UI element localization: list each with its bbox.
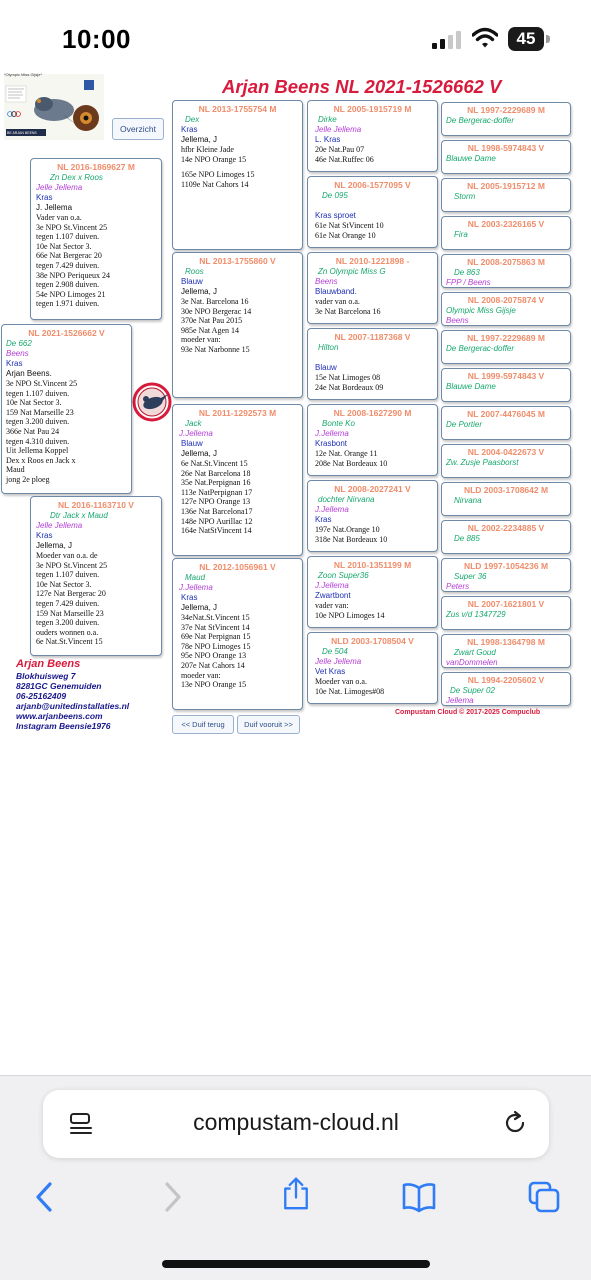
result-line: moeder van: [181, 335, 221, 345]
pedigree-card-gen5-14[interactable] [441, 596, 571, 630]
pedigree-card-gen5-8[interactable] [441, 368, 571, 402]
result-line: 10e Nat Sector 3. [36, 241, 92, 251]
result-line: 46e Nat.Ruffec 06 [315, 154, 374, 164]
previous-pigeon-button[interactable]: << Duif terug [172, 715, 234, 734]
pedigree-card-grandsire-maternal[interactable] [172, 404, 303, 556]
page-title: Arjan Beens NL 2021-1526662 V [222, 76, 502, 97]
ring-number[interactable]: NL 2003-2326165 V [467, 219, 545, 229]
result-line: vader van: [315, 601, 349, 610]
result-line: moeder van: [181, 670, 221, 680]
breeder: Beens [315, 277, 338, 286]
feather-color: L. Kras [315, 135, 341, 144]
pedigree-card-gen5-5[interactable] [441, 254, 571, 288]
pedigree-card-gen5-2[interactable] [441, 140, 571, 174]
owner: Jellema, J [181, 287, 218, 296]
result-line: 127e Nat Bergerac 20 [36, 589, 106, 599]
result-line: tegen 7.429 duiven. [36, 260, 100, 270]
result-line: 66e Nat Bergerac 20 [36, 251, 102, 261]
ring-number[interactable]: NL 2007-1187368 V [334, 332, 411, 342]
result-line: 3e NPO St.Vincent 25 [36, 222, 108, 232]
result-line: 78e NPO Limoges 15 [181, 641, 251, 651]
pedigree-card-gen5-9[interactable] [441, 406, 571, 440]
pigeon-name: Maud [185, 573, 206, 582]
pigeon-name: Dex [185, 115, 200, 124]
result-line: 3e Nat. Barcelona 16 [181, 297, 249, 306]
result-line: 61e Nat Orange 10 [315, 230, 376, 240]
result-line: jong 2e ploeg [6, 474, 50, 484]
contact-street: Blokhuisweg 7 [16, 671, 76, 681]
ring-number[interactable]: NL 1997-2229689 M [467, 333, 545, 343]
result-line: 3e Nat Barcelona 16 [315, 306, 381, 316]
result-line: 197e Nat.Orange 10 [315, 525, 380, 534]
pigeon-name: Dirke [318, 115, 337, 124]
result-line: 318e Nat Bordeaux 10 [315, 534, 388, 544]
result-line: ouders wonnen o.a. [36, 627, 99, 637]
pigeon-name: De 662 [6, 339, 32, 348]
pedigree-card-granddam-maternal[interactable] [172, 558, 303, 710]
ring-number[interactable]: NL 1994-2205602 V [467, 675, 545, 685]
breeder: Beens [6, 349, 29, 358]
result-line: 95e NPO Orange 13 [181, 651, 247, 661]
pigeon-name: Zoon Super36 [318, 571, 369, 580]
pigeon-name: Super 36 [454, 572, 487, 581]
result-line: 14e NPO Orange 15 [181, 154, 247, 164]
url-text[interactable]: compustam-cloud.nl [193, 1109, 399, 1135]
pigeon-name: Zus v/d 1347729 [446, 610, 506, 619]
result-line: 13e NPO Orange 15 [181, 680, 247, 690]
pedigree-card-gen5-4[interactable] [441, 216, 571, 250]
pigeon-name: Storm [454, 192, 476, 201]
pigeon-name: Blauwe Dame [446, 382, 496, 391]
ring-number[interactable]: NL 2007-4476045 M [467, 409, 545, 419]
ring-number[interactable]: NL 2008-2027241 V [334, 484, 411, 494]
pigeon-name: Bonte Ko [322, 419, 355, 428]
status-bar [0, 0, 591, 80]
feather-color: Krasbont [315, 439, 348, 448]
pigeon-name: De Portier [446, 420, 483, 429]
result-line: tegen 1.107 duiven. [36, 570, 100, 580]
result-line: Uit Jellema Koppel [6, 446, 69, 456]
feather-color: Kras [181, 125, 198, 134]
pigeon-name: Zn Dex x Roos [50, 173, 103, 182]
result-line: 24e Nat Bordeaux 09 [315, 382, 384, 392]
feather-color: Blauwband. [315, 287, 357, 296]
ring-number[interactable]: NLD 1997-1054236 M [463, 561, 549, 571]
result-line: 37e Nat StVincent 14 [181, 622, 250, 632]
result-line: 38e NPO Periqueux 24 [36, 270, 110, 280]
reload-icon[interactable] [502, 1110, 528, 1136]
ring-number[interactable]: NL 2006-1577095 V [334, 180, 411, 190]
ring-number[interactable]: NL 2011-1292573 M [198, 408, 277, 418]
feather-color: Kras [181, 593, 198, 602]
breeder: J.Jellema [315, 429, 349, 438]
result-line: 1109e Nat Cahors 14 [181, 179, 249, 189]
ring-number[interactable]: NL 2005-1915719 M [333, 104, 412, 114]
feather-color: Blauw [315, 363, 337, 372]
pedigree-card-gen4-1[interactable] [307, 100, 438, 172]
pedigree-card-gen4-8[interactable] [307, 632, 438, 704]
result-line: 69e Nat Perpignan 15 [181, 632, 251, 642]
pedigree-card-gen5-3[interactable] [441, 178, 571, 212]
result-line: 54e NPO Limoges 21 [36, 289, 106, 299]
feather-color: Kras [36, 531, 53, 540]
result-line: 113e NatPerpignan 17 [181, 487, 253, 497]
result-line: 10e Nat Sector 3. [36, 579, 92, 589]
cellular-signal-icon [432, 31, 462, 49]
feather-color: Blauw [181, 439, 203, 448]
feather-color: Kras [36, 193, 53, 202]
pigeon-name: De Super 02 [450, 686, 495, 695]
feather-color: Blauw [181, 277, 203, 286]
pigeon-name: De 885 [454, 534, 480, 543]
ring-number[interactable]: NL 1999-5974843 V [467, 371, 545, 381]
ring-number[interactable]: NL 2002-2234885 V [467, 523, 545, 533]
result-line: 207e Nat Cahors 14 [181, 660, 245, 670]
pedigree-card-sire[interactable] [30, 158, 162, 320]
breeder: Jelle Jellema [36, 521, 83, 530]
pigeon-name: De 095 [322, 191, 348, 200]
feather-color: Kras [6, 359, 23, 368]
result-line: 159 Nat Marseille 23 [36, 608, 104, 618]
bookmarks-icon[interactable] [402, 1180, 436, 1214]
ring-number[interactable]: NLD 2003-1708642 M [463, 485, 549, 495]
pedigree-card-gen5-12[interactable] [441, 520, 571, 554]
result-line: 35e Nat.Perpignan 16 [181, 478, 251, 488]
feather-color: Kras sproet [315, 211, 356, 220]
breeder: J.Jellema [179, 583, 213, 592]
result-line: 15e Nat Limoges 08 [315, 373, 381, 382]
breeder: J.Jellema [315, 581, 349, 590]
overview-button[interactable]: Overzicht [112, 118, 164, 140]
contact-instagram[interactable]: Instagram Beensie1976 [16, 721, 111, 731]
feather-color: Zwartbont [315, 591, 351, 600]
breeder: Peters [446, 582, 470, 591]
result-line: 20e Nat.Pau 07 [315, 145, 365, 154]
pigeon-name: De Bergerac-doffer [446, 344, 515, 353]
result-line: 30e NPO Bergerac 14 [181, 306, 252, 316]
owner: Arjan Beens. [6, 369, 52, 378]
pigeon-name: De Bergerac-doffer [446, 116, 515, 125]
result-line: 164e NatStVincent 14 [181, 526, 252, 536]
address-bar[interactable] [43, 1090, 549, 1158]
wifi-icon [472, 27, 498, 49]
ring-number[interactable]: NLD 2003-1708504 V [331, 636, 414, 646]
feather-color: Vet Kras [315, 667, 346, 676]
result-line: tegen 3.200 duiven. [6, 417, 70, 427]
result-line: 366e Nat Pau 24 [6, 426, 60, 436]
status-time: 10:00 [62, 24, 131, 54]
page-menu-icon[interactable] [68, 1111, 94, 1137]
ring-number[interactable]: NL 2021-1526662 V [28, 328, 105, 338]
pigeon-name: De 863 [454, 268, 480, 277]
owner: Jellema, J [181, 449, 218, 458]
result-line: 10e Nat. Limoges#08 [315, 686, 385, 696]
pedigree-card-gen5-10[interactable] [441, 444, 571, 478]
pigeon-name: Hilton [318, 343, 339, 352]
breeder: vanDommelen [446, 658, 498, 667]
result-line: Dex x Roos en Jack x [6, 455, 76, 465]
pedigree-card-gen5-16[interactable] [441, 672, 571, 706]
result-line: 3e NPO St.Vincent 25 [6, 379, 78, 388]
pedigree-card-gen5-1[interactable] [441, 102, 571, 136]
result-line: 159 Nat Marseille 23 [6, 407, 74, 417]
result-line: Moeder van o.a. de [36, 551, 98, 560]
pedigree-card-gen5-11[interactable] [441, 482, 571, 516]
result-line: 12e Nat. Orange 11 [315, 449, 378, 458]
pedigree-card-gen5-7[interactable] [441, 330, 571, 364]
result-line: tegen 1.107 duiven. [36, 232, 100, 242]
breeder: J.Jellema [179, 429, 213, 438]
result-line: Maud [6, 465, 25, 475]
ring-number[interactable]: NL 2010-1351199 M [333, 560, 412, 570]
result-line: 6e Nat.St.Vincent 15 [36, 637, 103, 647]
result-line: 370e Nat Pau 2015 [181, 316, 243, 326]
contact-city: 8281GC Genemuiden [16, 681, 102, 691]
pigeon-name: Zwart Goud [454, 648, 496, 657]
pedigree-card-gen5-15[interactable] [441, 634, 571, 668]
next-pigeon-button[interactable]: Duif vooruit >> [237, 715, 300, 734]
pedigree-card-gen4-3[interactable] [307, 252, 438, 324]
breeder: Jelle Jellema [315, 125, 362, 134]
pigeon-name: Zn Olympic Miss G [318, 267, 386, 276]
result-line: tegen 2.908 duiven. [36, 280, 100, 290]
logo-caption: *Olympic Miss Gijsje* [4, 72, 43, 77]
pigeon-name: Jack [185, 419, 202, 428]
owner: Jellema, J [181, 135, 218, 144]
pedigree-card-subject[interactable] [1, 324, 132, 494]
loft-logo-image [4, 74, 104, 140]
result-line: 127e NPO Orange 13 [181, 497, 251, 507]
breeder: FPP / Beens [446, 278, 491, 287]
copyright-text: Compustam Cloud © 2017-2025 Compuclub [395, 709, 541, 716]
ring-number[interactable]: NL 2016-1163710 V [58, 500, 134, 510]
pigeon-emblem-image [131, 382, 173, 422]
owner: Jellema, J [36, 541, 73, 550]
battery-level: 45 [516, 29, 536, 48]
ring-number[interactable]: NL 1998-5974843 V [467, 143, 545, 153]
pigeon-name: Zw. Zusje Paasborst [446, 458, 519, 467]
result-line: tegen 1.971 duiven. [36, 299, 100, 309]
forward-icon[interactable] [155, 1180, 189, 1214]
result-line: tegen 3.200 duiven. [36, 618, 100, 628]
ring-number[interactable]: NL 2013-1755754 M [198, 104, 277, 114]
result-line: hfbr Kleine Jade [181, 145, 234, 154]
pedigree-card-gen4-2[interactable] [307, 176, 438, 248]
pigeon-name: De 504 [322, 647, 348, 656]
result-line: tegen 7.429 duiven. [36, 598, 100, 608]
breeder: Jellema [446, 696, 474, 705]
result-line: Vader van o.a. [36, 213, 82, 222]
pedigree-card-dam[interactable] [30, 496, 162, 656]
back-icon[interactable] [28, 1180, 62, 1214]
result-line: 10e Nat Sector 3. [6, 398, 62, 408]
result-line: 985e Nat Agen 14 [181, 325, 239, 335]
ring-number[interactable]: NL 1997-2229689 M [467, 105, 545, 115]
result-line: 10e NPO Limoges 14 [315, 610, 385, 620]
pigeon-name: dochter Nirvana [318, 495, 375, 504]
result-line: 208e Nat Bordeaux 10 [315, 458, 388, 468]
pedigree-card-gen4-7[interactable] [307, 556, 438, 628]
ring-number[interactable]: NL 2008-1627290 M [333, 408, 412, 418]
pedigree-card-gen4-4[interactable] [307, 328, 438, 400]
result-line: vader van o.a. [315, 297, 360, 306]
pedigree-card-gen4-6[interactable] [307, 480, 438, 552]
result-line: 6e Nat.St.Vincent 15 [181, 459, 248, 468]
result-line: 61e Nat StVincent 10 [315, 221, 384, 230]
ring-number[interactable]: NL 2013-1755860 V [199, 256, 276, 266]
contact-website[interactable]: www.arjanbeens.com [16, 711, 103, 721]
pedigree-card-granddam-paternal[interactable] [172, 252, 303, 398]
pedigree-card-gen5-6[interactable] [441, 292, 571, 326]
pedigree-page [0, 70, 591, 1075]
ring-number[interactable]: NL 2004-0422673 V [467, 447, 545, 457]
contact-block [16, 658, 176, 731]
ring-number[interactable]: NL 1998-1364798 M [467, 637, 545, 647]
contact-phone: 06-25162409 [16, 691, 67, 701]
pigeon-name: Nirvana [454, 496, 482, 505]
ring-number[interactable]: NL 2007-1621801 V [467, 599, 545, 609]
breeder: Jelle Jellema [315, 657, 362, 666]
tabs-icon[interactable] [527, 1180, 561, 1214]
contact-name: Arjan Beens [16, 658, 81, 670]
owner: Jellema, J [181, 603, 218, 612]
pedigree-card-grandsire-paternal[interactable] [172, 100, 303, 250]
ring-number[interactable]: NL 2012-1056961 V [199, 562, 276, 572]
result-line: 165e NPO Limoges 15 [181, 170, 255, 180]
pigeon-name: Roos [185, 267, 204, 276]
result-line: tegen 4.310 duiven. [6, 436, 70, 446]
ring-number[interactable]: NL 2008-2075874 V [467, 295, 545, 305]
result-line: 136e Nat Barcelona17 [181, 506, 253, 516]
share-icon[interactable] [279, 1176, 313, 1210]
pigeon-name: Blauwe Dame [446, 154, 496, 163]
result-line: 3e NPO St.Vincent 25 [36, 560, 108, 570]
pigeon-name: Olympic Miss Gijsje [446, 306, 516, 315]
result-line: 148e NPO Aurillac 12 [181, 516, 253, 526]
pigeon-name: Fira [454, 230, 468, 239]
result-line: tegen 1.107 duiven. [6, 388, 70, 398]
result-line: 26e Nat Barcelona 18 [181, 468, 251, 478]
pigeon-name: Dtr Jack x Maud [50, 511, 108, 520]
ring-number[interactable]: NL 2016-1869627 M [57, 162, 135, 172]
result-line: 34eNat.St.Vincent 15 [181, 613, 250, 622]
ring-number[interactable]: NL 2010-1221898 - [335, 256, 410, 266]
owner: J. Jellema [36, 203, 73, 212]
battery-icon [508, 27, 550, 51]
pedigree-card-gen4-5[interactable] [307, 404, 438, 476]
breeder: Beens [446, 316, 469, 325]
browser-toolbar [0, 1075, 591, 1280]
svg-text:BE ARJAN BEENS: BE ARJAN BEENS [7, 131, 37, 135]
ring-number[interactable]: NL 2005-1915712 M [467, 181, 545, 191]
feather-color: Kras [315, 515, 332, 524]
home-indicator [162, 1260, 430, 1268]
breeder: J.Jellema [315, 505, 349, 514]
contact-email[interactable]: arjanb@unitedinstallaties.nl [16, 701, 130, 711]
breeder: Jelle Jellema [36, 183, 83, 192]
pedigree-card-gen5-13[interactable] [441, 558, 571, 592]
result-line: 93e Nat Narbonne 15 [181, 344, 250, 354]
result-line: Moeder van o.a. [315, 677, 367, 686]
ring-number[interactable]: NL 2008-2075863 M [467, 257, 545, 267]
